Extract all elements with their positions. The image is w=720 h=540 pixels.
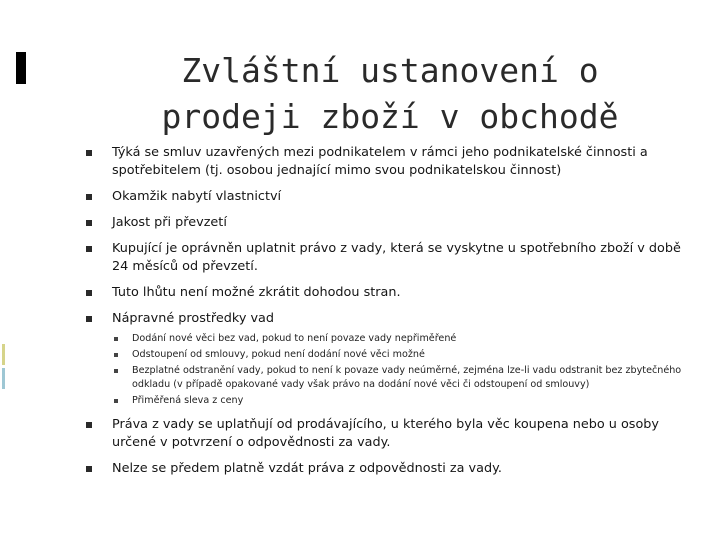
decorative-stripe-yellow [2, 344, 5, 365]
sub-bullet-text: Bezplatné odstranění vady, pokud to není k povaze vady neúměrné, zejména lze-li vadu odstranit bez zbytečného odkladu (v případě opakované vady však právo na dodání nové věci či odstoupení od smlouvy) [132, 365, 682, 390]
square-bullet-icon [86, 246, 92, 252]
square-bullet-icon [86, 220, 92, 226]
square-bullet-icon [114, 399, 118, 403]
sub-bullet-item [112, 348, 686, 362]
bullet-text: Tuto lhůtu není možné zkrátit dohodou stran. [112, 285, 401, 300]
sub-bullet-item [112, 332, 686, 346]
bullet-item [86, 240, 686, 276]
decorative-stripe-blue [2, 368, 5, 389]
sub-bullet-list [112, 332, 686, 408]
bullet-text: Jakost při převzetí [112, 215, 227, 230]
sub-bullet-text: Přiměřená sleva z ceny [132, 395, 244, 406]
square-bullet-icon [86, 194, 92, 200]
bullet-item [86, 460, 686, 478]
bullet-item [86, 144, 686, 180]
bullet-item [86, 284, 686, 302]
bullet-text: Týká se smluv uzavřených mezi podnikatelem v rámci jeho podnikatelské činnosti a spotřebitelem (tj. osobou jednající mimo svou podnikatelskou činnost) [112, 145, 648, 178]
bullet-list [86, 144, 686, 478]
bullet-text: Nápravné prostředky vad [112, 311, 274, 326]
bullet-item [86, 188, 686, 206]
square-bullet-icon [86, 316, 92, 322]
slide-content [86, 144, 686, 486]
bullet-text: Okamžik nabytí vlastnictví [112, 189, 282, 204]
square-bullet-icon [114, 369, 118, 373]
square-bullet-icon [114, 353, 118, 357]
slide-title [110, 48, 670, 140]
sub-bullet-text: Odstoupení od smlouvy, pokud není dodání nové věci možné [132, 349, 425, 360]
sub-bullet-item [112, 394, 686, 408]
bullet-text: Kupující je oprávněn uplatnit právo z vady, která se vyskytne u spotřebního zboží v době 24 měsíců od převzetí. [112, 241, 681, 274]
title-accent-bar [16, 52, 26, 84]
slide-title-line-2: prodeji zboží v obchodě [161, 97, 619, 136]
square-bullet-icon [86, 150, 92, 156]
sub-bullet-text: Dodání nové věci bez vad, pokud to není povaze vady nepřiměřené [132, 333, 457, 344]
square-bullet-icon [86, 290, 92, 296]
sub-bullet-item [112, 364, 686, 392]
square-bullet-icon [114, 337, 118, 341]
bullet-text: Práva z vady se uplatňují od prodávajícího, u kterého byla věc koupena nebo u osoby určené v potvrzení o odpovědnosti za vady. [112, 417, 659, 450]
slide-title-line-1: Zvláštní ustanovení o [181, 51, 599, 90]
bullet-item [86, 416, 686, 452]
bullet-item [86, 214, 686, 232]
bullet-text: Nelze se předem platně vzdát práva z odpovědnosti za vady. [112, 461, 502, 476]
bullet-item [86, 310, 686, 408]
square-bullet-icon [86, 466, 92, 472]
square-bullet-icon [86, 422, 92, 428]
